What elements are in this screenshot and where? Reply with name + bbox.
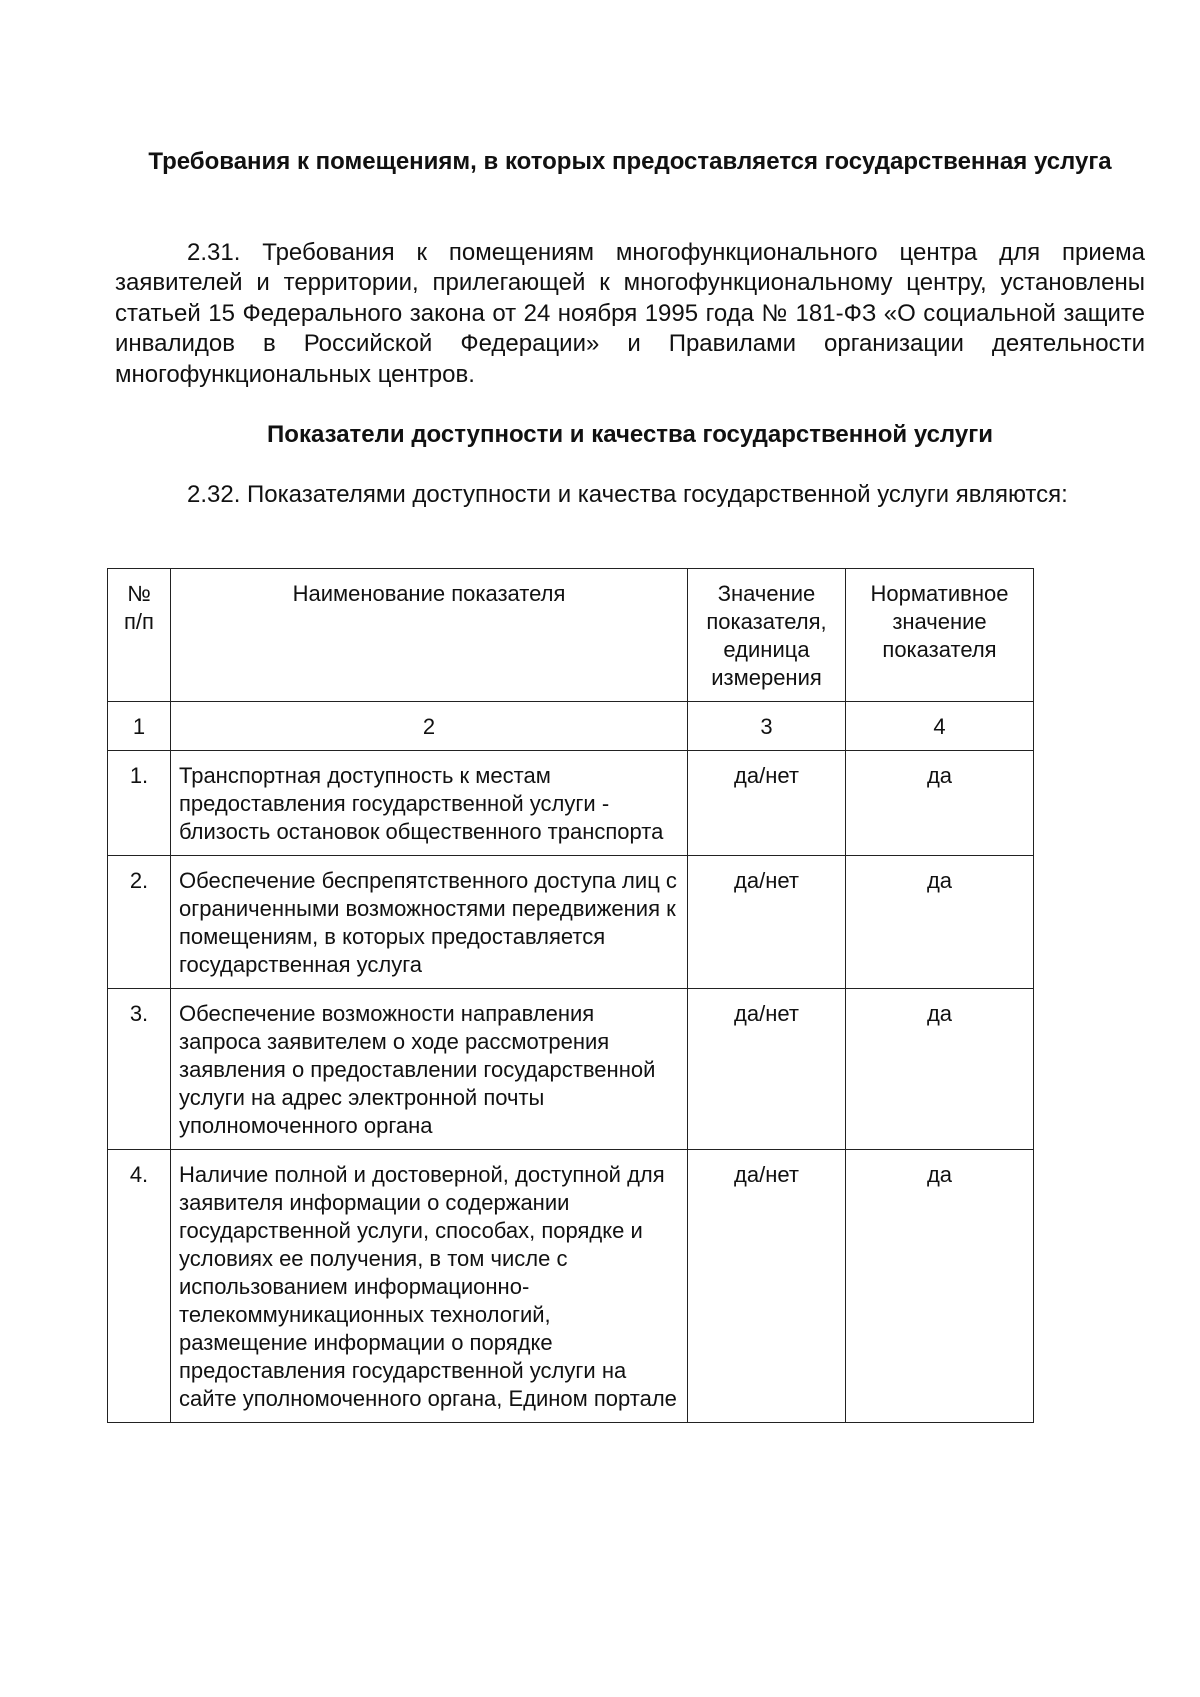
column-number-cell: 3 [688, 702, 846, 751]
table-row [108, 1150, 1034, 1423]
row-number-cell: 1. [108, 751, 171, 856]
table-header-row [108, 569, 1034, 702]
column-number-cell: 2 [171, 702, 688, 751]
section-heading-premises: Требования к помещениям, в которых предоставляется государственная услуга [148, 148, 1112, 175]
table-row [108, 989, 1034, 1150]
section-heading-indicators: Показатели доступности и качества государственной услуги [267, 421, 993, 448]
header-cell-value: Значение показателя, единица измерения [688, 569, 846, 702]
indicator-value-cell: да/нет [688, 856, 846, 989]
header-cell-name: Наименование показателя [171, 569, 688, 702]
indicator-norm-cell: да [846, 989, 1034, 1150]
indicator-name-cell: Наличие полной и достоверной, доступной для заявителя информации о содержании государственной услуги, способах, порядке и условиях ее получения, в том числе с использованием информационно-телекоммуникационных технологий, размещение информации о порядке предоставления государственной услуги на сайте уполномоченного органа, Едином портале [171, 1150, 688, 1423]
header-cell-norm: Нормативное значение показателя [846, 569, 1034, 702]
indicator-value-cell: да/нет [688, 751, 846, 856]
table-row [108, 856, 1034, 989]
indicator-name-cell: Обеспечение беспрепятственного доступа лиц с ограниченными возможностями передвижения к помещениям, в которых предоставляется государственная услуга [171, 856, 688, 989]
indicator-name-cell: Транспортная доступность к местам предоставления государственной услуги - близость остановок общественного транспорта [171, 751, 688, 856]
indicator-norm-cell: да [846, 856, 1034, 989]
indicator-value-cell: да/нет [688, 989, 846, 1150]
indicator-value-cell: да/нет [688, 1150, 846, 1423]
indicator-norm-cell: да [846, 751, 1034, 856]
table-row [108, 751, 1034, 856]
row-number-cell: 2. [108, 856, 171, 989]
table-column-number-row [108, 702, 1034, 751]
column-number-cell: 1 [108, 702, 171, 751]
column-number-cell: 4 [846, 702, 1034, 751]
header-cell-number: № п/п [108, 569, 171, 702]
paragraph-2-32: 2.32. Показателями доступности и качества государственной услуги являются: [187, 481, 1068, 508]
indicator-norm-cell: да [846, 1150, 1034, 1423]
row-number-cell: 3. [108, 989, 171, 1150]
indicators-table [107, 568, 1034, 1423]
indicator-name-cell: Обеспечение возможности направления запроса заявителем о ходе рассмотрения заявления о предоставлении государственной услуги на адрес электронной почты уполномоченного органа [171, 989, 688, 1150]
row-number-cell: 4. [108, 1150, 171, 1423]
paragraph-2-31: 2.31. Требования к помещениям многофункционального центра для приема заявителей и территории, прилегающей к многофункциональному центру, установлены статьей 15 Федерального закона от 24 ноября 1995 года № 181-ФЗ «О социальной защите инвалидов в Российской Федерации» и Правилами организации деятельности многофункциональных центров. [115, 239, 1145, 388]
